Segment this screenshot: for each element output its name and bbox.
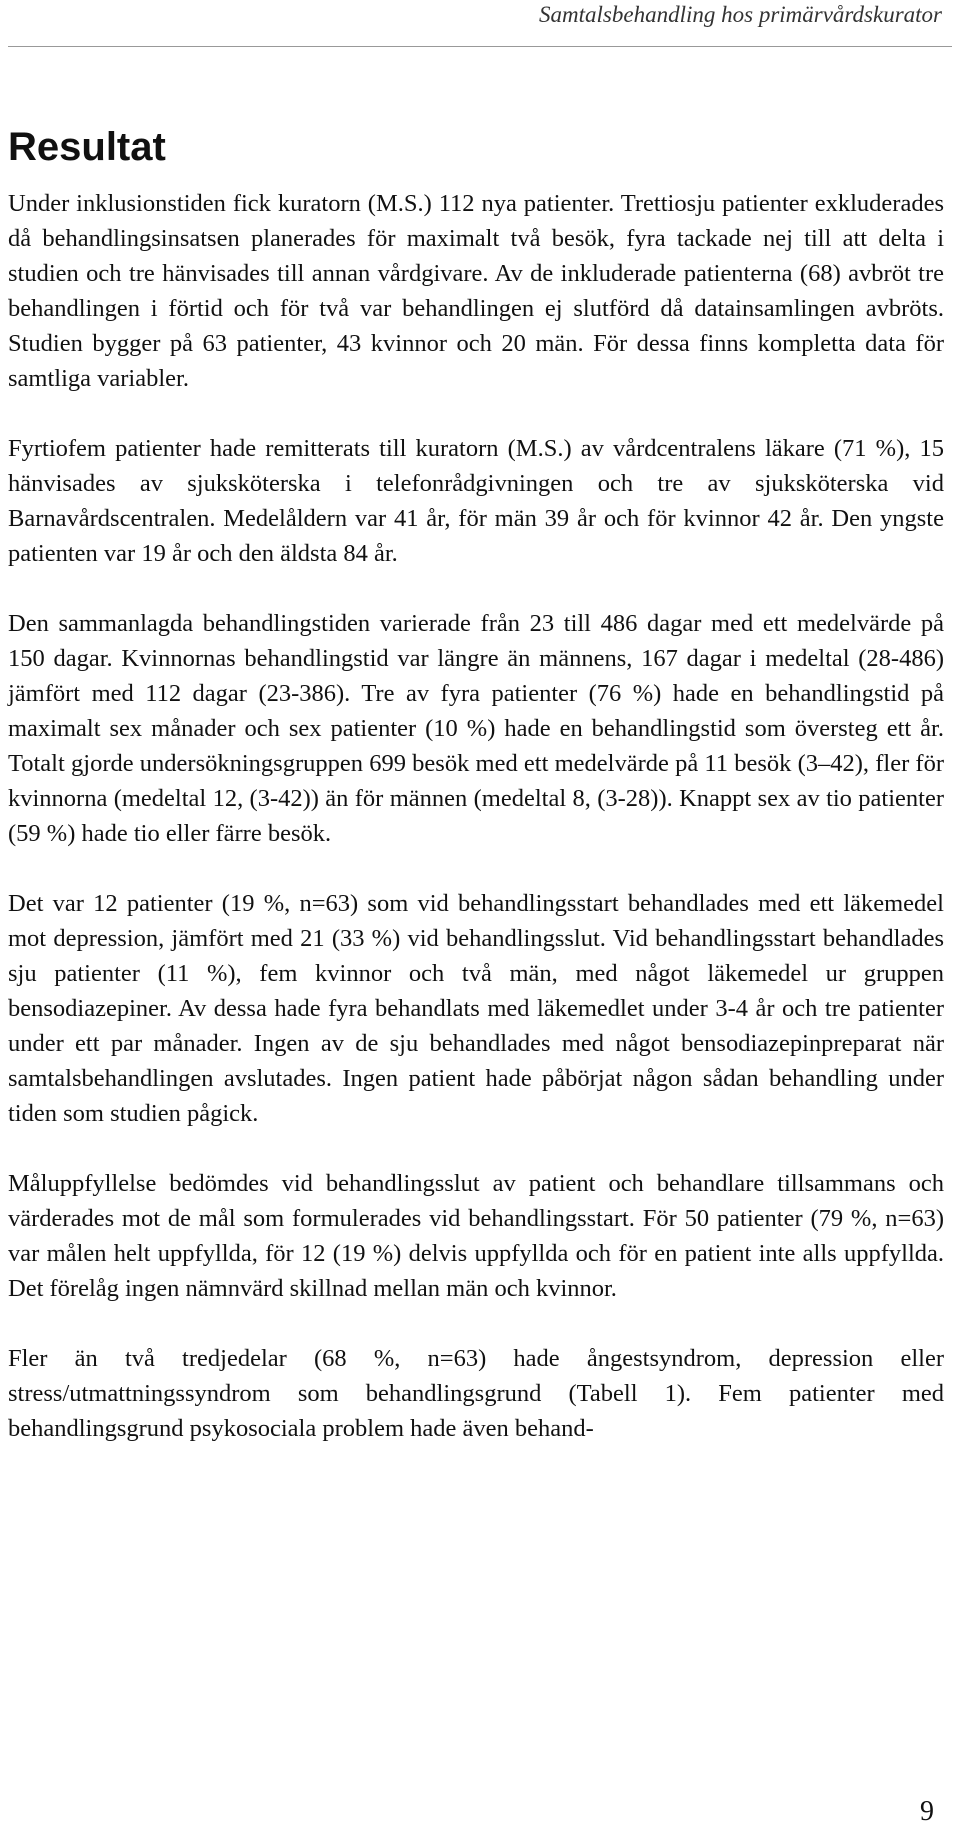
paragraph-referrals: Fyrtiofem patienter hade remitterats till kuratorn (M.S.) av vårdcentralens läkare (71 %), 15 hänvisades av sjuksköterska i telefonrådgivningen och tre av sjuksköterska vid Barnavårdscentralen. Medelåldern var 41 år, för män 39 år och för kvinnor 42 år. Den yngste patienten var 19 år och den äldsta 84 år. [8, 435, 944, 567]
body-text [8, 186, 944, 1446]
header-rule [8, 46, 952, 47]
paragraph-treatment-time: Den sammanlagda behandlingstiden varierade från 23 till 486 dagar med ett medelvärde på 150 dagar. Kvinnornas behandlingstid var längre än männens, 167 dagar i medeltal (28-486) jämfört med 112 dagar (23-386). Tre av fyra patienter (76 %) hade en behandlingstid på maximalt sex månader och sex patienter (10 %) hade en behandlingstid som översteg ett år. Totalt gjorde undersökningsgruppen 699 besök med ett medelvärde på 11 besök (3–42), fler för kvinnorna (medeltal 12, (3-42)) än för männen (medeltal 8, (3-28)). Knappt sex av tio patienter (59 %) hade tio eller färre besök. [8, 610, 944, 847]
section-title: Resultat [8, 125, 166, 169]
running-header: Samtalsbehandling hos primärvårdskurator [539, 2, 942, 27]
page-number: 9 [920, 1796, 934, 1827]
paragraph-medication: Det var 12 patienter (19 %, n=63) som vid behandlingsstart behandlades med ett läkemedel mot depression, jämfört med 21 (33 %) vid behandlingsslut. Vid behandlingsstart behandlades sju patienter (11 %), fem kvinnor och två män, med något läkemedel ur gruppen bensodiazepiner. Av dessa hade fyra behandlats med läkemedlet under 3-4 år och tre patienter under ett par månader. Ingen av de sju behandlades med något bensodiazepinpreparat när samtalsbehandlingen avslutades. Ingen patient hade påbörjat någon sådan behandling under tiden som studien pågick. [8, 890, 944, 1127]
paragraph-goal-fulfilment: Måluppfyllelse bedömdes vid behandlingsslut av patient och behandlare tillsammans och värderades mot de mål som formulerades vid behandlingsstart. För 50 patienter (79 %, n=63) var målen helt uppfyllda, för 12 (19 %) delvis uppfyllda och för en patient inte alls uppfyllda. Det förelåg ingen nämnvärd skillnad mellan män och kvinnor. [8, 1170, 944, 1302]
paragraph-treatment-grounds: Fler än två tredjedelar (68 %, n=63) hade ångestsyndrom, depression eller stress/utmattningssyndrom som behandlingsgrund (Tabell 1). Fem patienter med behandlingsgrund psykosociala problem hade även behand- [8, 1345, 944, 1442]
paragraph-inclusion: Under inklusionstiden fick kuratorn (M.S.) 112 nya patienter. Trettiosju patienter exkluderades då behandlingsinsatsen planerades för maximalt två besök, fyra tackade nej till att delta i studien och tre hänvisades till annan vårdgivare. Av de inkluderade patienterna (68) avbröt tre behandlingen i förtid och för två var behandlingen ej slutförd då datainsamlingen avbröts. Studien bygger på 63 patienter, 43 kvinnor och 20 män. För dessa finns kompletta data för samtliga variabler. [8, 190, 944, 392]
